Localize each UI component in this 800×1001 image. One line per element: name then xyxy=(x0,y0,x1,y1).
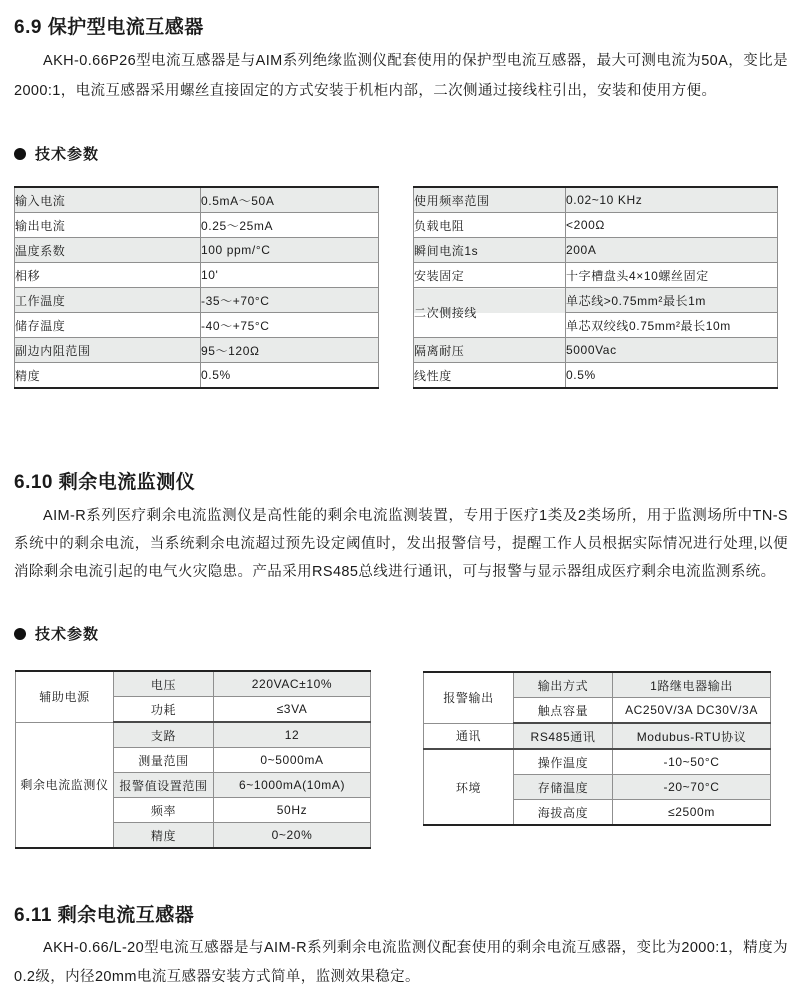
table-row xyxy=(414,338,778,363)
param-label: 输入电流 xyxy=(15,187,201,213)
section-heading-6-11: 6.11 剩余电流互感器 xyxy=(14,905,195,926)
table-row xyxy=(15,187,379,213)
param-group-label: 通讯 xyxy=(424,723,514,749)
table-protective-ct-right xyxy=(413,186,778,389)
bullet-icon xyxy=(14,628,26,640)
param-value: 十字槽盘头4×10螺丝固定 xyxy=(566,263,778,288)
table-row xyxy=(414,288,778,313)
param-label: 电压 xyxy=(114,671,214,697)
table-row xyxy=(15,363,379,389)
param-label: 负载电阻 xyxy=(414,213,566,238)
table-row xyxy=(424,672,771,698)
param-value: 0.25～25mA xyxy=(201,213,379,238)
table-row xyxy=(15,213,379,238)
tech-params-heading-1 xyxy=(14,143,99,164)
param-value: -10~50°C xyxy=(613,749,771,775)
param-value: -35～+70°C xyxy=(201,288,379,313)
param-label: 隔离耐压 xyxy=(414,338,566,363)
bullet-icon xyxy=(14,148,26,160)
param-value: 50Hz xyxy=(214,798,371,823)
section-paragraph-6-11: AKH-0.66/L-20型电流互感器是与AIM-R系列剩余电流监测仪配套使用的剩余电流互感器，变比为2000:1，精度为0.2级，内径20mm电流互感器安装方式简单，监测效果稳定。 xyxy=(14,940,788,985)
param-label: 相移 xyxy=(15,263,201,288)
param-group-label: 环境 xyxy=(424,749,514,825)
param-label: 测量范围 xyxy=(114,748,214,773)
table-row xyxy=(414,363,778,389)
param-value: 6~1000mA(10mA) xyxy=(214,773,371,798)
param-value: ≤3VA xyxy=(214,697,371,723)
table-row xyxy=(16,722,371,748)
table-row xyxy=(424,749,771,775)
table-row xyxy=(414,238,778,263)
param-value: -20~70°C xyxy=(613,775,771,800)
param-label: 安装固定 xyxy=(414,263,566,288)
tech-params-label: 技术参数 xyxy=(35,626,100,643)
param-label: 储存温度 xyxy=(15,313,201,338)
param-label: 功耗 xyxy=(114,697,214,723)
table-row xyxy=(15,263,379,288)
table-row xyxy=(414,187,778,213)
param-value: 0.5% xyxy=(201,363,379,389)
param-label: RS485通讯 xyxy=(514,723,613,749)
section-paragraph-6-9: AKH-0.66P26型电流互感器是与AIM系列绝缘监测仪配套使用的保护型电流互感器，最大可测电流为50A，变比是2000:1，电流互感器采用螺丝直接固定的方式安装于机柜内部，二次侧通过接线柱引出，安装和使用方便。 xyxy=(14,53,788,99)
param-label: 报警值设置范围 xyxy=(114,773,214,798)
param-label: 精度 xyxy=(114,823,214,849)
table-row xyxy=(15,338,379,363)
table-row xyxy=(414,213,778,238)
param-label: 副边内阻范围 xyxy=(15,338,201,363)
table-rcm-left xyxy=(15,670,371,849)
param-value: 95～120Ω xyxy=(201,338,379,363)
table-row xyxy=(424,723,771,749)
table-protective-ct-left xyxy=(14,186,379,389)
param-label: 触点容量 xyxy=(514,698,613,724)
param-value: 0.5% xyxy=(566,363,778,389)
param-group-label: 辅助电源 xyxy=(16,671,114,722)
table-row xyxy=(15,288,379,313)
param-label: 瞬间电流1s xyxy=(414,238,566,263)
param-label: 海拔高度 xyxy=(514,800,613,826)
param-label: 温度系数 xyxy=(15,238,201,263)
param-value: -40～+75°C xyxy=(201,313,379,338)
table-row xyxy=(16,671,371,697)
param-label-merged: 二次侧接线 xyxy=(414,288,566,338)
param-group-label: 剩余电流监测仪 xyxy=(16,722,114,848)
param-label: 线性度 xyxy=(414,363,566,389)
param-label: 精度 xyxy=(15,363,201,389)
tech-params-heading-2 xyxy=(14,623,99,644)
param-value: 0.5mA～50A xyxy=(201,187,379,213)
param-label: 使用频率范围 xyxy=(414,187,566,213)
param-label: 输出方式 xyxy=(514,672,613,698)
param-value: <200Ω xyxy=(566,213,778,238)
param-value: 10' xyxy=(201,263,379,288)
param-value: 单芯线>0.75mm²最长1m xyxy=(566,288,778,313)
table-row xyxy=(15,238,379,263)
param-value: ≤2500m xyxy=(613,800,771,826)
table-row xyxy=(414,263,778,288)
param-value: 0.02~10 KHz xyxy=(566,187,778,213)
param-label: 存储温度 xyxy=(514,775,613,800)
param-value: 0~5000mA xyxy=(214,748,371,773)
tech-params-label: 技术参数 xyxy=(35,146,100,163)
param-label: 频率 xyxy=(114,798,214,823)
param-value: 100 ppm/°C xyxy=(201,238,379,263)
param-label: 工作温度 xyxy=(15,288,201,313)
param-value: Modubus-RTU协议 xyxy=(613,723,771,749)
param-value: 200A xyxy=(566,238,778,263)
section-paragraph-6-10: AIM-R系列医疗剩余电流监测仪是高性能的剩余电流监测装置，专用于医疗1类及2类场所，用于监测场所中TN-S系统中的剩余电流，当系统剩余电流超过预先设定阈值时，发出报警信号，提醒工作人员根据实际情况进行处理,以便消除剩余电流引起的电气火灾隐患。产品采用RS485总线进行通讯，可与报警与显示器组成医疗剩余电流监测系统。 xyxy=(14,508,788,580)
param-label: 输出电流 xyxy=(15,213,201,238)
param-value: AC250V/3A DC30V/3A xyxy=(613,698,771,724)
section-heading-6-10: 6.10 剩余电流监测仪 xyxy=(14,472,196,493)
section-heading-6-9: 6.9 保护型电流互感器 xyxy=(14,17,204,38)
param-value: 单芯双绞线0.75mm²最长10m xyxy=(566,313,778,338)
param-group-label: 报警输出 xyxy=(424,672,514,723)
table-row xyxy=(15,313,379,338)
param-value: 0~20% xyxy=(214,823,371,849)
param-value: 220VAC±10% xyxy=(214,671,371,697)
param-value: 1路继电器输出 xyxy=(613,672,771,698)
param-label: 操作温度 xyxy=(514,749,613,775)
table-rcm-right xyxy=(423,671,771,826)
param-value: 12 xyxy=(214,722,371,748)
param-label: 支路 xyxy=(114,722,214,748)
param-value: 5000Vac xyxy=(566,338,778,363)
